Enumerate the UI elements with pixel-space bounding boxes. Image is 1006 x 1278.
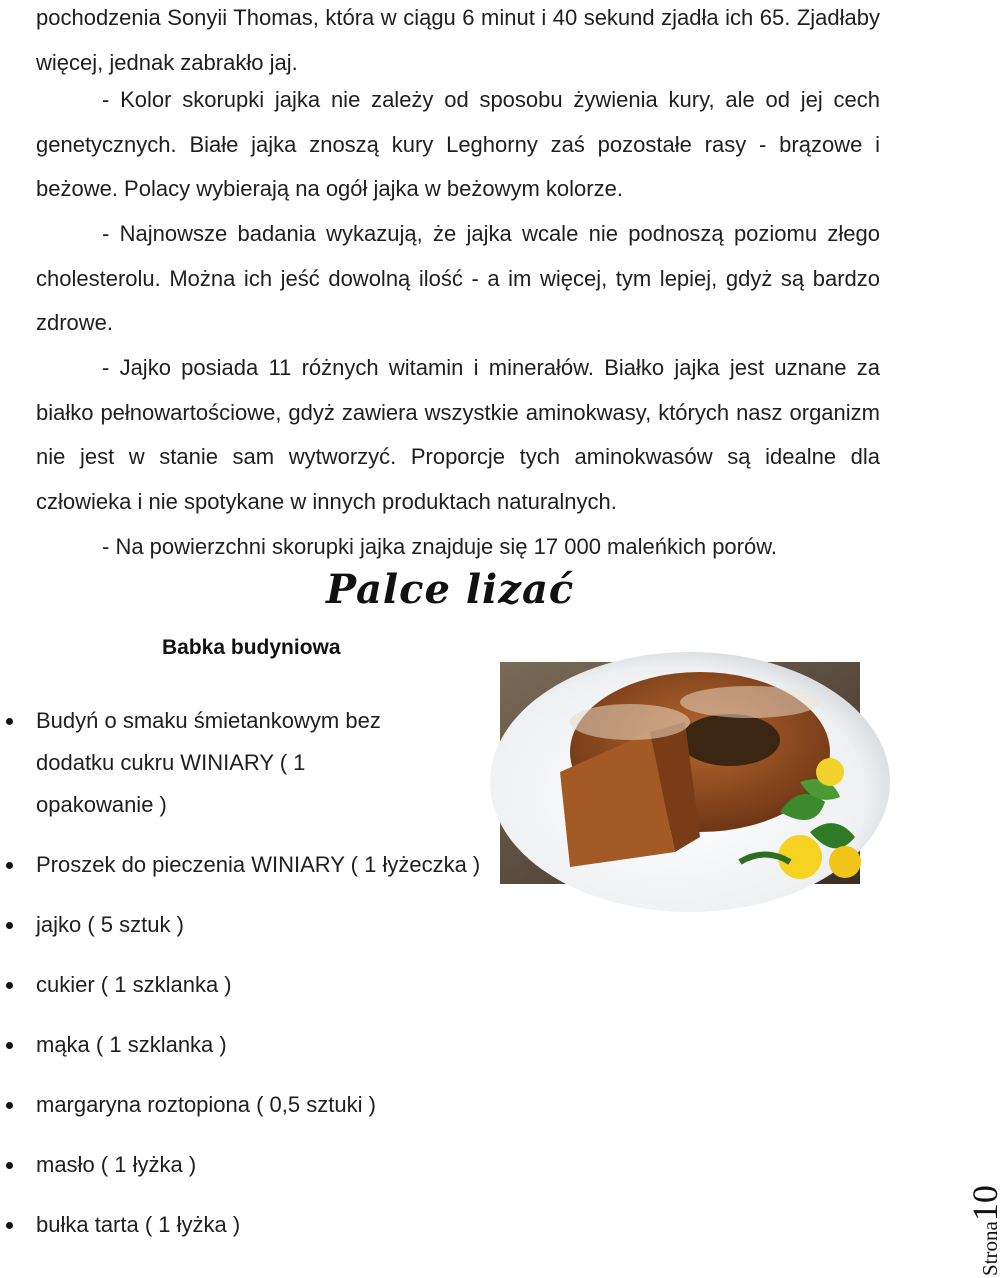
list-item [0,1024,490,1066]
ingredient-text: bułka tarta ( 1 łyżka ) [36,1212,241,1237]
ingredient-text: cukier ( 1 szklanka ) [36,972,232,997]
ingredients-list [0,700,490,1264]
list-item [0,1084,490,1126]
cake-photo [500,662,860,884]
list-item [0,964,490,1006]
list-item [0,1144,490,1186]
recipe-title: Babka budyniowa [162,636,341,659]
bullet-icon [6,922,13,929]
paragraph-cholesterol: - Najnowsze badania wykazują, że jajka wcale nie podnoszą poziomu złego cholesterolu. Można ich jeść dowolną ilość - a im więcej, tym lepiej, gdyż są bardzo zdrowe. [36,221,880,335]
list-item [0,904,490,946]
list-item [0,844,490,886]
page-number-value: 10 [965,1185,1005,1222]
paragraph-shell-color: - Kolor skorupki jajka nie zależy od sposobu żywienia kury, ale od jej cech genetycznych. Białe jajka znoszą kury Leghorny zaś pozostałe rasy - brązowe i beżowe. Polacy wybierają na ogół jajka w beżowym kolorze. [36,87,880,201]
bullet-icon [6,1222,13,1229]
bullet-icon [6,862,13,869]
ingredient-text: margaryna roztopiona ( 0,5 sztuki ) [36,1092,376,1117]
bullet-icon [6,1162,13,1169]
ingredient-text: Proszek do pieczenia WINIARY ( 1 łyżeczka ) [36,852,481,877]
paragraph-vitamins: - Jajko posiada 11 różnych witamin i minerałów. Białko jajka jest uznane za białko pełnowartościowe, gdyż zawiera wszystkie aminokwasy, których nasz organizm nie jest w stanie sam wytworzyć. Proporcje tych aminokwasów są idealne dla człowieka i nie spotykane w innych produktach naturalnych. [36,355,880,514]
page-label: Strona [978,1221,1002,1276]
page-number [930,1100,1005,1278]
cake-illustration [500,662,860,884]
ingredient-text: masło ( 1 łyżka ) [36,1152,197,1177]
bullet-icon [6,718,13,725]
bullet-icon [6,1042,13,1049]
list-item [0,700,490,826]
ingredient-text: jajko ( 5 sztuk ) [36,912,184,937]
ingredient-text: Budyń o smaku śmietankowym bez dodatku cukru WINIARY ( 1 opakowanie ) [36,708,381,817]
list-item [0,1204,490,1246]
bullet-icon [6,1102,13,1109]
bullet-icon [6,982,13,989]
ingredient-text: mąka ( 1 szklanka ) [36,1032,227,1057]
section-heading: Palce lizać [326,566,575,613]
paragraph-pores: - Na powierzchni skorupki jajka znajduje się 17 000 maleńkich porów. [102,534,778,559]
paragraph-intro: pochodzenia Sonyii Thomas, która w ciągu 6 minut i 40 sekund zjadła ich 65. Zjadłaby więcej, jednak zabrakło jaj. [36,5,880,75]
